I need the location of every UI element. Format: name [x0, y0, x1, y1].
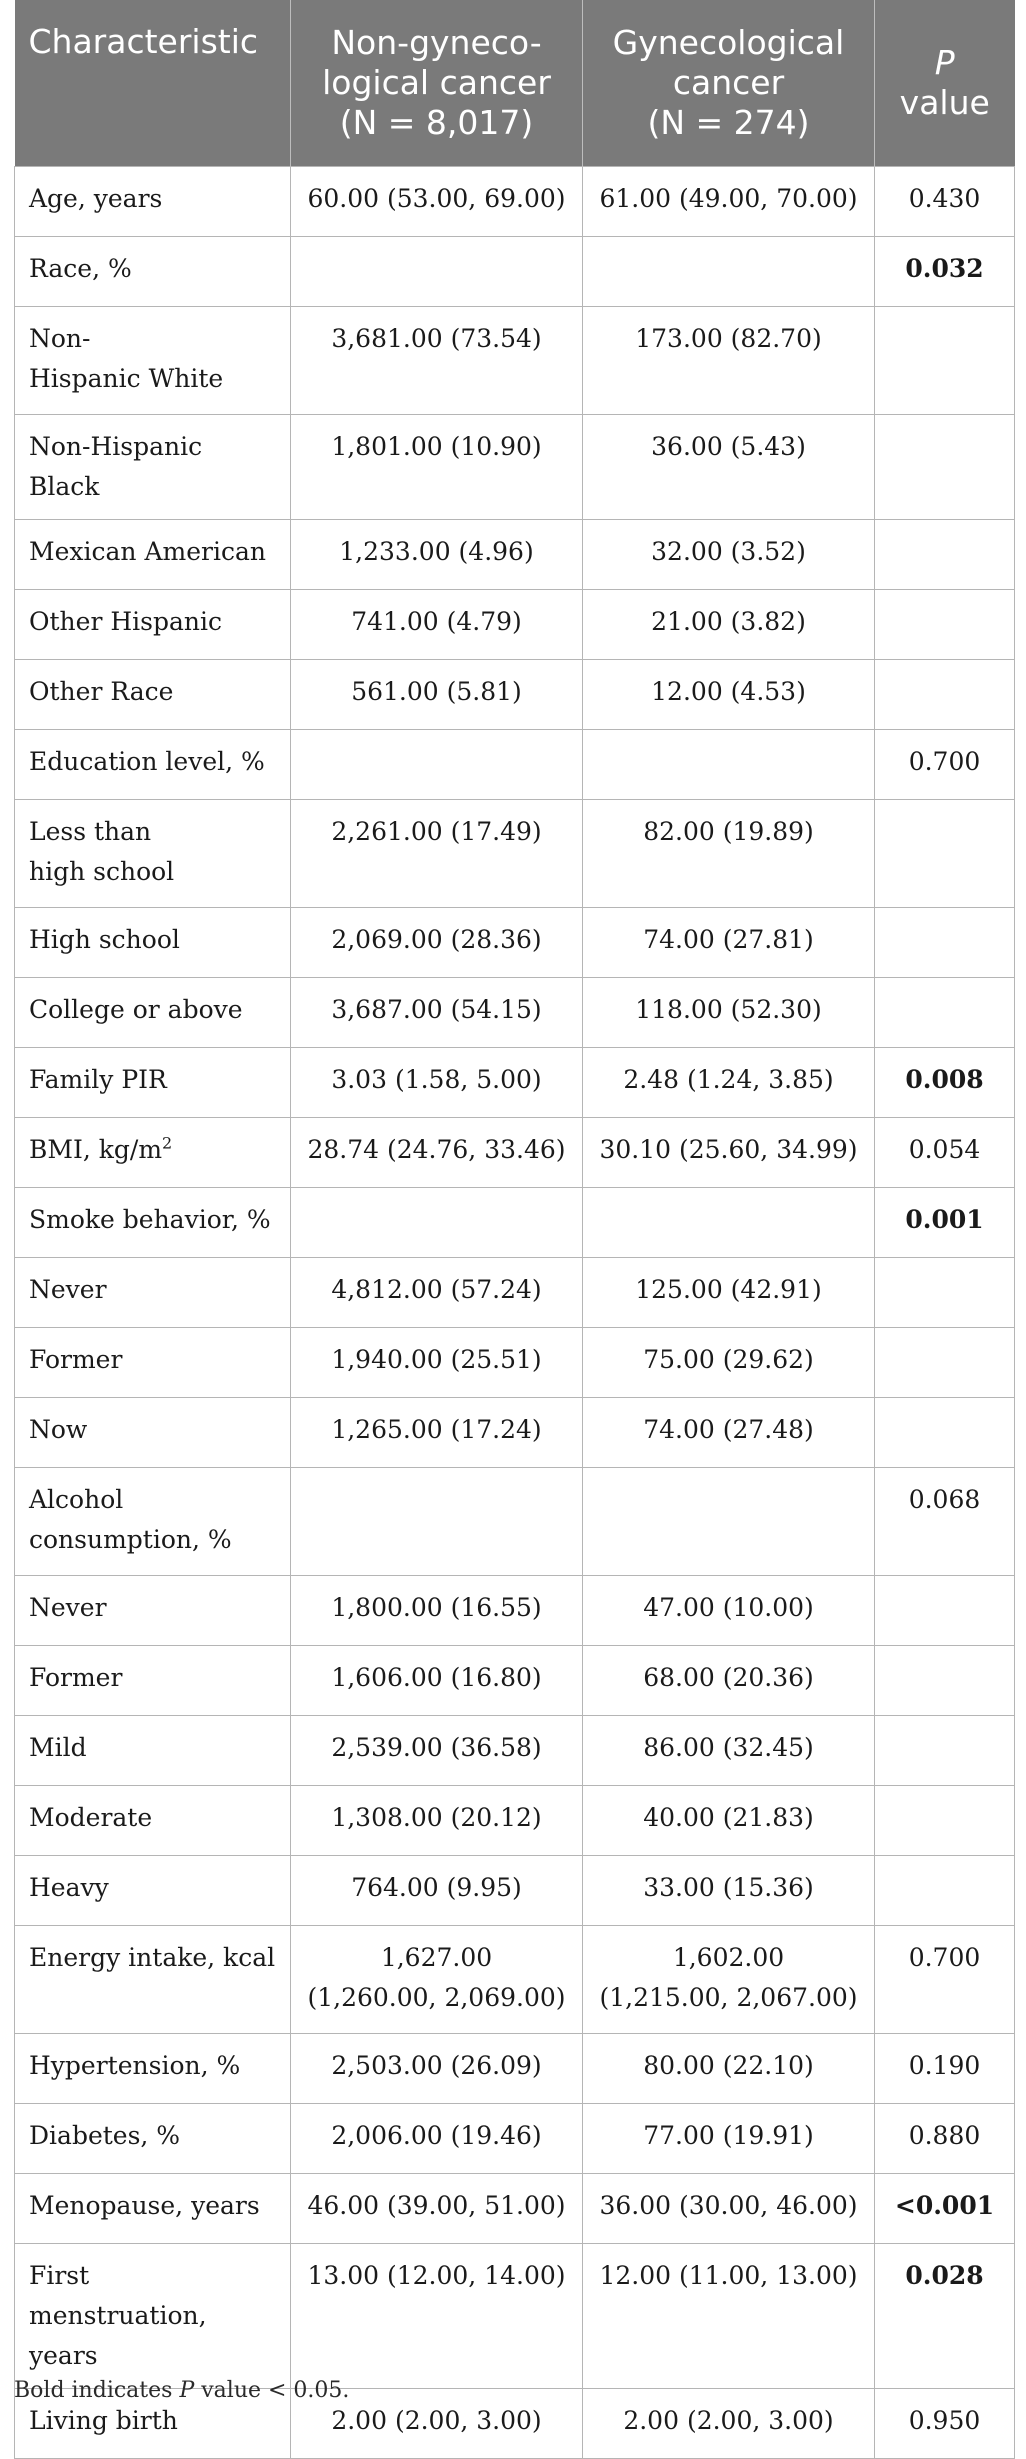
characteristic-label: Hispanic White [29, 363, 224, 393]
cell-value: 1,602.00 [672, 1942, 785, 1972]
footnote-prefix: Bold indicates [14, 2378, 180, 2403]
cell-value: 2,261.00 (17.49) [331, 816, 542, 846]
non-gyn-value-cell [291, 977, 583, 1047]
characteristic-cell [15, 414, 291, 519]
p-value: 0.001 [905, 1204, 984, 1234]
characteristic-cell [15, 306, 291, 414]
non-gyn-value-cell [291, 907, 583, 977]
header-non-gyn-line1: Non-gyneco- [331, 22, 542, 62]
p-value-cell [875, 1645, 1015, 1715]
cell-value: 173.00 (82.70) [635, 323, 822, 353]
cell-value: 61.00 (49.00, 70.00) [599, 183, 858, 213]
gyn-value-cell [583, 236, 875, 306]
cell-value: 74.00 (27.48) [643, 1414, 814, 1444]
table-row [15, 799, 1015, 907]
gyn-value-cell [583, 659, 875, 729]
cell-value: 764.00 (9.95) [351, 1872, 522, 1902]
cell-value: 33.00 (15.36) [643, 1872, 814, 1902]
non-gyn-value-cell [291, 1397, 583, 1467]
gyn-value-cell [583, 166, 875, 236]
non-gyn-value-cell [291, 414, 583, 519]
cell-value: (1,260.00, 2,069.00) [307, 1982, 566, 2012]
non-gyn-value-cell [291, 1047, 583, 1117]
gyn-value-cell [583, 1397, 875, 1467]
gyn-value-cell [583, 519, 875, 589]
non-gyn-value-cell [291, 2103, 583, 2173]
gyn-value-cell [583, 1925, 875, 2033]
gyn-value-cell [583, 1187, 875, 1257]
header-p-word: value [899, 82, 990, 122]
gyn-value-cell [583, 2033, 875, 2103]
table-row [15, 1575, 1015, 1645]
table-row [15, 589, 1015, 659]
cell-value: 2.48 (1.24, 3.85) [623, 1064, 834, 1094]
characteristic-cell [15, 1855, 291, 1925]
cell-value: 125.00 (42.91) [635, 1274, 822, 1304]
characteristic-label: Hypertension, % [29, 2050, 241, 2080]
table-row [15, 1117, 1015, 1187]
p-value-cell [875, 729, 1015, 799]
cell-value: 12.00 (11.00, 13.00) [599, 2260, 858, 2290]
characteristic-label: Never [29, 1274, 107, 1304]
cell-value: 86.00 (32.45) [643, 1732, 814, 1762]
characteristic-label: Other Hispanic [29, 606, 222, 636]
p-value: 0.430 [908, 183, 981, 213]
p-value-cell [875, 1855, 1015, 1925]
cell-value: 3.03 (1.58, 5.00) [331, 1064, 542, 1094]
characteristic-label: high school [29, 856, 175, 886]
non-gyn-value-cell [291, 2243, 583, 2388]
cell-value: 75.00 (29.62) [643, 1344, 814, 1374]
header-p-letter: P [934, 42, 955, 82]
characteristic-label: Less than [29, 816, 152, 846]
p-value-cell [875, 306, 1015, 414]
table-container [14, 0, 1014, 2459]
gyn-value-cell [583, 729, 875, 799]
non-gyn-value-cell [291, 1715, 583, 1785]
footnote-suffix: value < 0.05. [194, 2378, 350, 2403]
non-gyn-value-cell [291, 1645, 583, 1715]
p-value: 0.008 [905, 1064, 984, 1094]
cell-value: 80.00 (22.10) [643, 2050, 814, 2080]
gyn-value-cell [583, 1855, 875, 1925]
characteristic-cell [15, 799, 291, 907]
table-row [15, 659, 1015, 729]
non-gyn-value-cell [291, 2033, 583, 2103]
table-row [15, 977, 1015, 1047]
p-value: 0.054 [908, 1134, 981, 1164]
non-gyn-value-cell [291, 799, 583, 907]
header-p-value [875, 0, 1015, 166]
p-value-cell [875, 1785, 1015, 1855]
characteristic-cell [15, 2033, 291, 2103]
non-gyn-value-cell [291, 2173, 583, 2243]
gyn-value-cell [583, 2173, 875, 2243]
characteristic-cell [15, 2103, 291, 2173]
characteristic-cell [15, 1187, 291, 1257]
characteristic-cell [15, 1785, 291, 1855]
characteristic-label: Former [29, 1662, 123, 1692]
non-gyn-value-cell [291, 589, 583, 659]
p-value-cell [875, 236, 1015, 306]
characteristic-cell [15, 1467, 291, 1575]
cell-value: 118.00 (52.30) [635, 994, 822, 1024]
characteristic-cell [15, 1645, 291, 1715]
p-value: 0.950 [908, 2405, 981, 2435]
cell-value: 47.00 (10.00) [643, 1592, 814, 1622]
characteristic-cell [15, 1925, 291, 2033]
cell-value: 1,800.00 (16.55) [331, 1592, 542, 1622]
cell-value: 13.00 (12.00, 14.00) [307, 2260, 566, 2290]
p-value-cell [875, 1327, 1015, 1397]
characteristic-label: Never [29, 1592, 107, 1622]
table-row [15, 166, 1015, 236]
header-non-gynecological-cancer [291, 0, 583, 166]
gyn-value-cell [583, 1117, 875, 1187]
header-row [15, 0, 1015, 166]
characteristic-label: Mexican American [29, 536, 266, 566]
characteristic-label: BMI, kg/m [29, 1134, 163, 1164]
footnote [14, 2378, 349, 2403]
p-value: 0.190 [908, 2050, 981, 2080]
characteristic-label: Smoke behavior, % [29, 1204, 271, 1234]
table-body [15, 166, 1015, 2458]
non-gyn-value-cell [291, 1117, 583, 1187]
cell-value: 4,812.00 (57.24) [331, 1274, 542, 1304]
table-row [15, 1855, 1015, 1925]
table-row [15, 1397, 1015, 1467]
characteristic-cell [15, 907, 291, 977]
characteristic-label: consumption, % [29, 1524, 232, 1554]
table-row [15, 907, 1015, 977]
p-value-cell [875, 977, 1015, 1047]
p-value-cell [875, 166, 1015, 236]
cell-value: 77.00 (19.91) [643, 2120, 814, 2150]
cell-value: 3,687.00 (54.15) [331, 994, 542, 1024]
p-value-cell [875, 907, 1015, 977]
p-value-cell [875, 2103, 1015, 2173]
cell-value: 74.00 (27.81) [643, 924, 814, 954]
table-row [15, 1187, 1015, 1257]
characteristic-cell [15, 1257, 291, 1327]
p-value-cell [875, 799, 1015, 907]
characteristic-cell [15, 166, 291, 236]
cell-value: 1,801.00 (10.90) [331, 431, 542, 461]
cell-value: 2,069.00 (28.36) [331, 924, 542, 954]
p-value-cell [875, 1257, 1015, 1327]
characteristic-cell [15, 589, 291, 659]
non-gyn-value-cell [291, 1467, 583, 1575]
cell-value: 2,539.00 (36.58) [331, 1732, 542, 1762]
characteristic-cell [15, 729, 291, 799]
table-row [15, 1645, 1015, 1715]
non-gyn-value-cell [291, 1187, 583, 1257]
header-non-gyn-line3: (N = 8,017) [339, 102, 534, 142]
table-row [15, 2243, 1015, 2388]
cell-value: 1,940.00 (25.51) [331, 1344, 542, 1374]
p-value: 0.028 [905, 2260, 984, 2290]
characteristic-label: Race, % [29, 253, 132, 283]
p-value: <0.001 [894, 2190, 995, 2220]
cell-value: 28.74 (24.76, 33.46) [307, 1134, 566, 1164]
cell-value: 2,503.00 (26.09) [331, 2050, 542, 2080]
characteristic-label: Mild [29, 1732, 87, 1762]
cell-value: 1,233.00 (4.96) [339, 536, 534, 566]
characteristic-cell [15, 1327, 291, 1397]
table-row [15, 1047, 1015, 1117]
p-value-cell [875, 2388, 1015, 2458]
non-gyn-value-cell [291, 1575, 583, 1645]
gyn-value-cell [583, 1785, 875, 1855]
p-value-cell [875, 1187, 1015, 1257]
table-row [15, 1467, 1015, 1575]
p-value-cell [875, 1925, 1015, 2033]
cell-value: 32.00 (3.52) [651, 536, 806, 566]
gyn-value-cell [583, 1257, 875, 1327]
characteristic-label: Non-Hispanic Black [29, 431, 203, 501]
cell-value: 36.00 (5.43) [651, 431, 806, 461]
p-value: 0.068 [908, 1484, 981, 1514]
characteristics-table [14, 0, 1015, 2459]
table-row [15, 519, 1015, 589]
gyn-value-cell [583, 907, 875, 977]
p-value-cell [875, 519, 1015, 589]
non-gyn-value-cell [291, 519, 583, 589]
footnote-p-letter: P [179, 2378, 195, 2403]
cell-value: 30.10 (25.60, 34.99) [599, 1134, 858, 1164]
cell-value: 3,681.00 (73.54) [331, 323, 542, 353]
characteristic-label: Diabetes, % [29, 2120, 181, 2150]
cell-value: 21.00 (3.82) [651, 606, 806, 636]
cell-value: 1,308.00 (20.12) [331, 1802, 542, 1832]
p-value-cell [875, 1467, 1015, 1575]
gyn-value-cell [583, 1327, 875, 1397]
cell-value: 1,606.00 (16.80) [331, 1662, 542, 1692]
cell-value: 82.00 (19.89) [643, 816, 814, 846]
characteristic-label: Menopause, years [29, 2190, 260, 2220]
characteristic-cell [15, 1715, 291, 1785]
characteristic-cell [15, 2243, 291, 2388]
header-non-gyn-line2: logical cancer [322, 62, 551, 102]
p-value-cell [875, 2173, 1015, 2243]
non-gyn-value-cell [291, 1855, 583, 1925]
cell-value: 741.00 (4.79) [351, 606, 522, 636]
non-gyn-value-cell [291, 729, 583, 799]
table-row [15, 236, 1015, 306]
p-value-cell [875, 659, 1015, 729]
characteristic-superscript: 2 [162, 1133, 173, 1153]
header-gyn-line3: (N = 274) [647, 102, 810, 142]
table-row [15, 1785, 1015, 1855]
cell-value: 68.00 (20.36) [643, 1662, 814, 1692]
non-gyn-value-cell [291, 1327, 583, 1397]
characteristic-cell [15, 1117, 291, 1187]
gyn-value-cell [583, 1715, 875, 1785]
p-value-cell [875, 1397, 1015, 1467]
characteristic-label: Family PIR [29, 1064, 167, 1094]
gyn-value-cell [583, 414, 875, 519]
characteristic-cell [15, 1047, 291, 1117]
gyn-value-cell [583, 589, 875, 659]
characteristic-cell [15, 1575, 291, 1645]
cell-value: 2.00 (2.00, 3.00) [623, 2405, 834, 2435]
characteristic-label: Age, years [29, 183, 163, 213]
non-gyn-value-cell [291, 166, 583, 236]
header-gyn-line1: Gynecological [612, 22, 845, 62]
characteristic-label: Energy intake, kcal [29, 1942, 276, 1972]
table-row [15, 306, 1015, 414]
p-value-cell [875, 2243, 1015, 2388]
cell-value: 46.00 (39.00, 51.00) [307, 2190, 566, 2220]
p-value: 0.700 [908, 746, 981, 776]
characteristic-cell [15, 977, 291, 1047]
p-value: 0.880 [908, 2120, 981, 2150]
non-gyn-value-cell [291, 236, 583, 306]
gyn-value-cell [583, 1645, 875, 1715]
characteristic-label: Former [29, 1344, 123, 1374]
cell-value: 60.00 (53.00, 69.00) [307, 183, 566, 213]
characteristic-cell [15, 236, 291, 306]
cell-value: 561.00 (5.81) [351, 676, 522, 706]
gyn-value-cell [583, 2243, 875, 2388]
cell-value: 36.00 (30.00, 46.00) [599, 2190, 858, 2220]
characteristic-label: menstruation, years [29, 2300, 207, 2370]
cell-value: 2.00 (2.00, 3.00) [331, 2405, 542, 2435]
cell-value: 12.00 (4.53) [651, 676, 806, 706]
characteristic-cell [15, 2173, 291, 2243]
gyn-value-cell [583, 2388, 875, 2458]
p-value-cell [875, 2033, 1015, 2103]
table-row [15, 1327, 1015, 1397]
characteristic-label: Now [29, 1414, 88, 1444]
characteristic-label: First [29, 2260, 90, 2290]
gyn-value-cell [583, 1047, 875, 1117]
non-gyn-value-cell [291, 306, 583, 414]
table-row [15, 2033, 1015, 2103]
gyn-value-cell [583, 1467, 875, 1575]
characteristic-label: Non- [29, 323, 91, 353]
p-value-cell [875, 1715, 1015, 1785]
characteristic-cell [15, 1397, 291, 1467]
characteristic-label: Moderate [29, 1802, 153, 1832]
gyn-value-cell [583, 977, 875, 1047]
gyn-value-cell [583, 799, 875, 907]
characteristic-label: College or above [29, 994, 243, 1024]
p-value-cell [875, 1047, 1015, 1117]
table-row [15, 1715, 1015, 1785]
characteristic-label: Living birth [29, 2405, 178, 2435]
p-value-cell [875, 1575, 1015, 1645]
non-gyn-value-cell [291, 659, 583, 729]
characteristic-label: Alcohol [29, 1484, 124, 1514]
cell-value: 1,627.00 [380, 1942, 493, 1972]
characteristic-cell [15, 659, 291, 729]
table-row [15, 2103, 1015, 2173]
cell-value: 40.00 (21.83) [643, 1802, 814, 1832]
p-value-cell [875, 589, 1015, 659]
table-row [15, 1925, 1015, 2033]
characteristic-label: Education level, % [29, 746, 265, 776]
table-row [15, 414, 1015, 519]
characteristic-label: Heavy [29, 1872, 109, 1902]
gyn-value-cell [583, 2103, 875, 2173]
p-value-cell [875, 1117, 1015, 1187]
table-row [15, 729, 1015, 799]
table-row [15, 2173, 1015, 2243]
characteristic-cell [15, 519, 291, 589]
header-gynecological-cancer [583, 0, 875, 166]
cell-value: 1,265.00 (17.24) [331, 1414, 542, 1444]
gyn-value-cell [583, 1575, 875, 1645]
cell-value: 2,006.00 (19.46) [331, 2120, 542, 2150]
header-characteristic [15, 0, 291, 166]
p-value-cell [875, 414, 1015, 519]
header-gyn-line2: cancer [672, 62, 785, 102]
non-gyn-value-cell [291, 1785, 583, 1855]
non-gyn-value-cell [291, 1257, 583, 1327]
characteristic-label: Other Race [29, 676, 174, 706]
p-value: 0.032 [905, 253, 984, 283]
table-row [15, 1257, 1015, 1327]
gyn-value-cell [583, 306, 875, 414]
characteristic-label: High school [29, 924, 180, 954]
header-characteristic-label: Characteristic [28, 22, 259, 61]
non-gyn-value-cell [291, 1925, 583, 2033]
table-header [15, 0, 1015, 166]
cell-value: (1,215.00, 2,067.00) [599, 1982, 858, 2012]
p-value: 0.700 [908, 1942, 981, 1972]
